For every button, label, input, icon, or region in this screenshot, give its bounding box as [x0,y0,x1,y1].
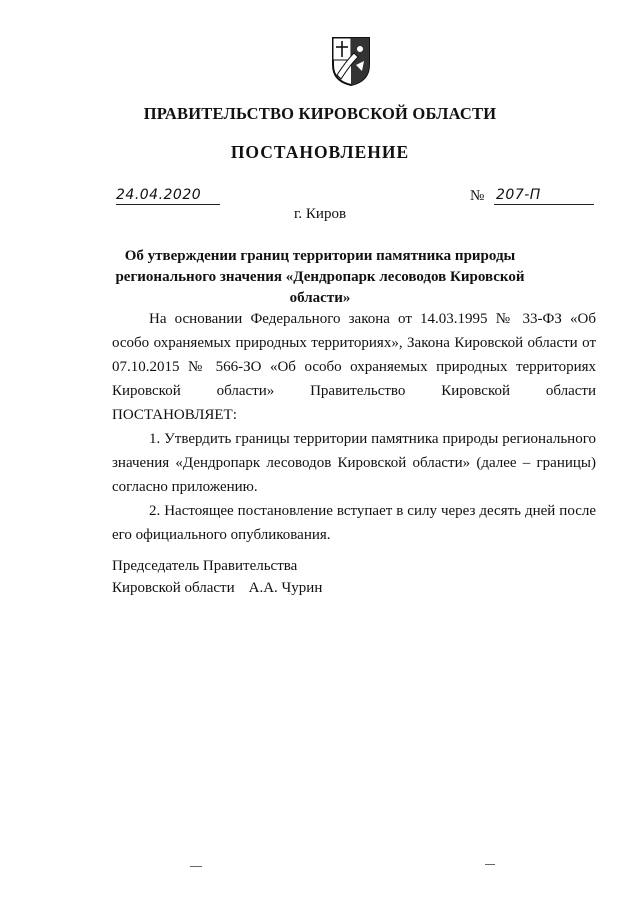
signatory-title-line-2: Кировской области [112,580,235,596]
signatory-row [112,577,322,599]
document-date: 24.04.2020 [116,186,220,205]
item-2-paragraph: 2. Настоящее постановление вступает в силу через десять дней после его официального опубликования. [112,503,596,543]
signatory-title-line-1: Председатель Правительства [112,558,298,574]
signature-block [112,555,322,599]
item-1-paragraph: 1. Утвердить границы территории памятника природы регионального значения «Дендропарк лесоводов Кировской области» (далее – границы) согласно приложению. [112,431,596,495]
document-number: 207-П [494,186,594,205]
organization-heading: ПРАВИТЕЛЬСТВО КИРОВСКОЙ ОБЛАСТИ [143,104,497,123]
subject-line-1: Об утверждении границ территории памятника природы [124,248,516,264]
scan-artifact [190,866,202,867]
document-subject [100,246,540,309]
subject-line-2: регионального значения «Дендропарк лесоводов Кировской области» [115,269,525,306]
document-type-heading: ПОСТАНОВЛЕНИЕ [230,142,410,162]
coat-of-arms-emblem [330,35,372,87]
signatory-name: А.А. Чурин [248,580,323,596]
scan-artifact [485,864,495,865]
city-line: г. Киров [293,206,347,222]
document-body [112,307,596,547]
intro-paragraph: На основании Федерального закона от 14.03.1995 № 33-ФЗ «Об особо охраняемых природных территориях», Закона Кировской области от 07.10.2015 № 566-ЗО «Об особо охраняемых природных территориях Кировской области» Правительство Кировской области ПОСТАНОВЛЯЕТ: [112,311,596,423]
number-label: № [470,188,485,204]
